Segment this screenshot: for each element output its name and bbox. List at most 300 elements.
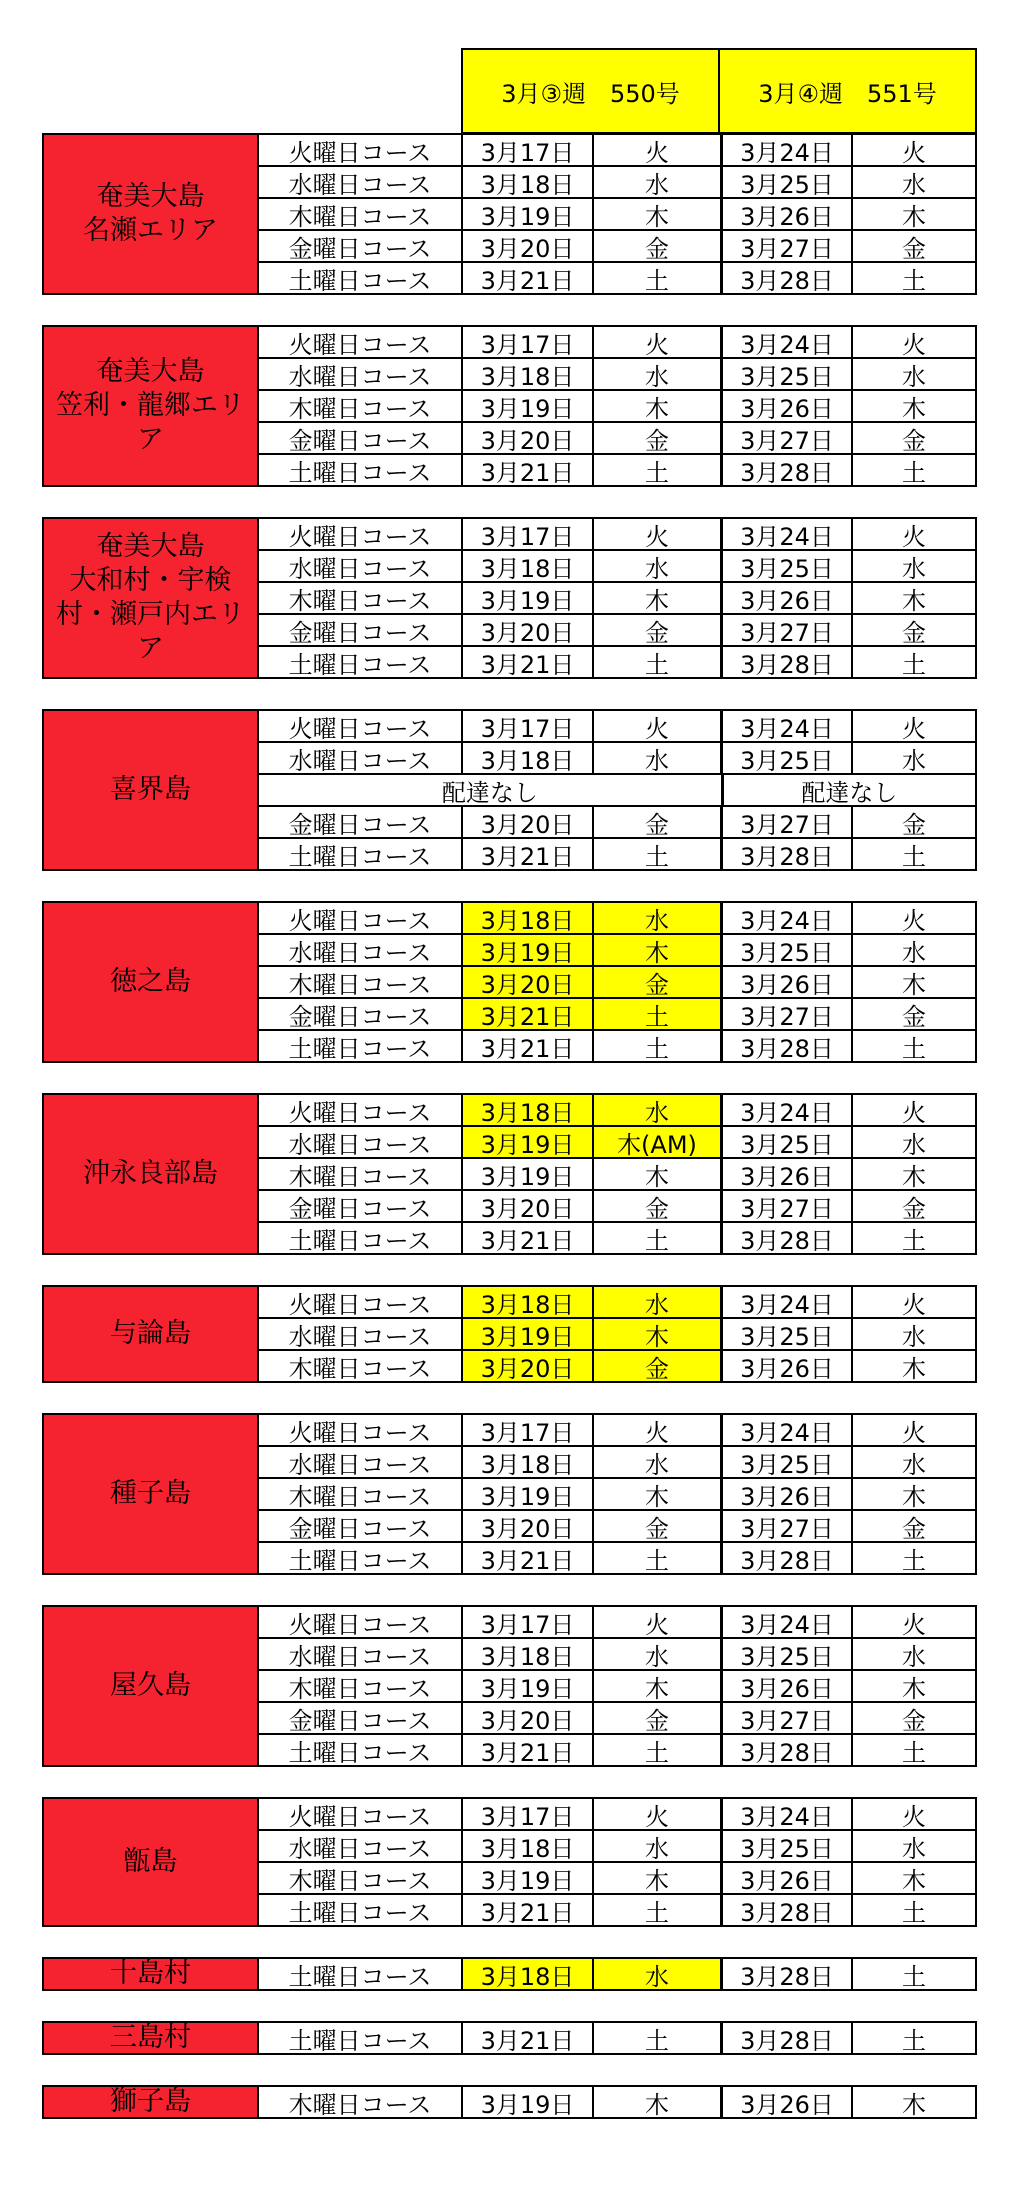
course-name: 火曜日コース bbox=[257, 711, 461, 741]
week2-date: 3月26日 bbox=[720, 1863, 851, 1893]
schedule-header bbox=[461, 48, 977, 134]
area-name: 奄美大島 名瀬エリア bbox=[42, 133, 259, 295]
table-row bbox=[257, 1735, 975, 1767]
week1-weekday: 木 bbox=[592, 391, 720, 421]
week1-weekday: 水 bbox=[592, 1831, 720, 1861]
course-rows bbox=[257, 1605, 977, 1767]
table-row bbox=[257, 2023, 975, 2055]
week1-weekday: 土 bbox=[592, 999, 720, 1029]
week2-date: 3月27日 bbox=[720, 231, 851, 261]
course-name: 水曜日コース bbox=[257, 935, 461, 965]
week2-date: 3月25日 bbox=[720, 1639, 851, 1669]
week2-weekday: 水 bbox=[851, 1831, 975, 1861]
week2-weekday: 火 bbox=[851, 1607, 975, 1637]
table-row bbox=[257, 1191, 975, 1223]
table-row bbox=[257, 1671, 975, 1703]
week2-date: 3月26日 bbox=[720, 391, 851, 421]
week1-weekday: 土 bbox=[592, 455, 720, 485]
course-name: 火曜日コース bbox=[257, 1415, 461, 1445]
course-name: 木曜日コース bbox=[257, 199, 461, 229]
area-name: 奄美大島 大和村・宇検 村・瀬戸内エリ ア bbox=[42, 517, 259, 679]
table-row bbox=[257, 551, 975, 583]
week1-date: 3月21日 bbox=[461, 263, 592, 293]
course-name: 木曜日コース bbox=[257, 391, 461, 421]
course-name: 土曜日コース bbox=[257, 263, 461, 293]
table-row bbox=[257, 391, 975, 423]
week2-weekday: 木 bbox=[851, 967, 975, 997]
week2-date: 3月26日 bbox=[720, 583, 851, 613]
table-row bbox=[257, 519, 975, 551]
week1-weekday: 水 bbox=[592, 1447, 720, 1477]
course-name: 火曜日コース bbox=[257, 519, 461, 549]
course-name: 水曜日コース bbox=[257, 1639, 461, 1669]
course-name: 土曜日コース bbox=[257, 1735, 461, 1765]
week1-weekday: 土 bbox=[592, 1031, 720, 1061]
week1-date: 3月20日 bbox=[461, 1703, 592, 1733]
course-name: 土曜日コース bbox=[257, 455, 461, 485]
week2-date: 3月25日 bbox=[720, 359, 851, 389]
course-name: 木曜日コース bbox=[257, 1351, 461, 1381]
week1-weekday: 金 bbox=[592, 231, 720, 261]
week2-weekday: 木 bbox=[851, 2087, 975, 2117]
week2-date: 3月28日 bbox=[720, 1895, 851, 1925]
table-row bbox=[257, 1511, 975, 1543]
table-row bbox=[257, 1479, 975, 1511]
week2-weekday: 木 bbox=[851, 1671, 975, 1701]
week2-date: 3月26日 bbox=[720, 1671, 851, 1701]
week2-date: 3月27日 bbox=[720, 999, 851, 1029]
table-row bbox=[257, 263, 975, 295]
week2-weekday: 水 bbox=[851, 743, 975, 773]
course-name: 火曜日コース bbox=[257, 1287, 461, 1317]
no-delivery-row bbox=[257, 775, 975, 807]
table-row bbox=[257, 1223, 975, 1255]
week1-weekday: 木 bbox=[592, 583, 720, 613]
week1-date: 3月18日 bbox=[461, 1447, 592, 1477]
week2-date: 3月24日 bbox=[720, 1287, 851, 1317]
week1-date: 3月18日 bbox=[461, 1959, 592, 1989]
table-row bbox=[257, 1415, 975, 1447]
week1-weekday: 土 bbox=[592, 263, 720, 293]
week2-weekday: 土 bbox=[851, 1959, 975, 1989]
week1-date: 3月20日 bbox=[461, 967, 592, 997]
week1-date: 3月17日 bbox=[461, 135, 592, 165]
area-group bbox=[42, 709, 977, 871]
week2-weekday: 木 bbox=[851, 1863, 975, 1893]
week2-date: 3月26日 bbox=[720, 1479, 851, 1509]
week2-weekday: 土 bbox=[851, 647, 975, 677]
course-name: 木曜日コース bbox=[257, 1671, 461, 1701]
week2-weekday: 水 bbox=[851, 1319, 975, 1349]
course-rows bbox=[257, 1797, 977, 1927]
week1-date: 3月19日 bbox=[461, 1671, 592, 1701]
area-name: 与論島 bbox=[42, 1285, 259, 1383]
week1-weekday: 火 bbox=[592, 327, 720, 357]
table-row bbox=[257, 615, 975, 647]
week2-weekday: 金 bbox=[851, 999, 975, 1029]
table-row bbox=[257, 1319, 975, 1351]
week1-date: 3月18日 bbox=[461, 1831, 592, 1861]
week1-weekday: 火 bbox=[592, 1415, 720, 1445]
week2-weekday: 土 bbox=[851, 2023, 975, 2053]
week2-weekday: 木 bbox=[851, 199, 975, 229]
week1-weekday: 土 bbox=[592, 1895, 720, 1925]
week2-date: 3月25日 bbox=[720, 1319, 851, 1349]
week1-weekday: 土 bbox=[592, 647, 720, 677]
course-name: 金曜日コース bbox=[257, 231, 461, 261]
week2-weekday: 火 bbox=[851, 1799, 975, 1829]
week2-weekday: 火 bbox=[851, 135, 975, 165]
week2-weekday: 金 bbox=[851, 423, 975, 453]
table-row bbox=[257, 1351, 975, 1383]
week1-weekday: 火 bbox=[592, 135, 720, 165]
week2-weekday: 木 bbox=[851, 1159, 975, 1189]
week1-weekday: 土 bbox=[592, 839, 720, 869]
week2-weekday: 土 bbox=[851, 1895, 975, 1925]
course-rows bbox=[257, 2085, 977, 2119]
table-row bbox=[257, 711, 975, 743]
course-rows bbox=[257, 517, 977, 679]
table-row bbox=[257, 999, 975, 1031]
week2-weekday: 土 bbox=[851, 1735, 975, 1765]
week1-weekday: 木 bbox=[592, 935, 720, 965]
week1-date: 3月17日 bbox=[461, 519, 592, 549]
week2-date: 3月28日 bbox=[720, 1223, 851, 1253]
area-name: 奄美大島 笠利・龍郷エリ ア bbox=[42, 325, 259, 487]
table-row bbox=[257, 1863, 975, 1895]
week2-date: 3月28日 bbox=[720, 647, 851, 677]
week2-weekday: 金 bbox=[851, 231, 975, 261]
week1-date: 3月18日 bbox=[461, 551, 592, 581]
week1-date: 3月19日 bbox=[461, 1863, 592, 1893]
area-group bbox=[42, 1285, 977, 1383]
week2-weekday: 火 bbox=[851, 519, 975, 549]
course-name: 金曜日コース bbox=[257, 1191, 461, 1221]
week2-date: 3月26日 bbox=[720, 2087, 851, 2117]
week1-date: 3月20日 bbox=[461, 807, 592, 837]
week2-weekday: 土 bbox=[851, 455, 975, 485]
table-row bbox=[257, 327, 975, 359]
week1-date: 3月17日 bbox=[461, 1799, 592, 1829]
course-name: 火曜日コース bbox=[257, 1607, 461, 1637]
week2-weekday: 火 bbox=[851, 711, 975, 741]
week2-weekday: 水 bbox=[851, 167, 975, 197]
week1-date: 3月21日 bbox=[461, 647, 592, 677]
area-group bbox=[42, 1957, 977, 1991]
course-name: 土曜日コース bbox=[257, 1959, 461, 1989]
week1-weekday: 火 bbox=[592, 1607, 720, 1637]
week2-date: 3月24日 bbox=[720, 1799, 851, 1829]
table-row bbox=[257, 1895, 975, 1927]
table-row bbox=[257, 1959, 975, 1991]
week2-date: 3月25日 bbox=[720, 1831, 851, 1861]
week2-date: 3月25日 bbox=[720, 1127, 851, 1157]
week1-weekday: 金 bbox=[592, 1511, 720, 1541]
week1-date: 3月18日 bbox=[461, 1095, 592, 1125]
week2-date: 3月27日 bbox=[720, 423, 851, 453]
area-name: 徳之島 bbox=[42, 901, 259, 1063]
week2-date: 3月26日 bbox=[720, 199, 851, 229]
week2-weekday: 木 bbox=[851, 1479, 975, 1509]
area-group bbox=[42, 1797, 977, 1927]
area-group bbox=[42, 2085, 977, 2119]
week1-date: 3月20日 bbox=[461, 423, 592, 453]
week2-date: 3月28日 bbox=[720, 263, 851, 293]
table-row bbox=[257, 167, 975, 199]
week1-weekday: 水 bbox=[592, 903, 720, 933]
course-name: 土曜日コース bbox=[257, 2023, 461, 2053]
area-name: 沖永良部島 bbox=[42, 1093, 259, 1255]
table-row bbox=[257, 935, 975, 967]
week2-date: 3月28日 bbox=[720, 1543, 851, 1573]
course-name: 金曜日コース bbox=[257, 1511, 461, 1541]
course-name: 金曜日コース bbox=[257, 615, 461, 645]
week-550-header: 3月③週 550号 bbox=[461, 48, 720, 134]
week2-date: 3月27日 bbox=[720, 615, 851, 645]
table-row bbox=[257, 359, 975, 391]
table-row bbox=[257, 1447, 975, 1479]
week1-weekday: 土 bbox=[592, 1223, 720, 1253]
course-name: 水曜日コース bbox=[257, 167, 461, 197]
week1-weekday: 水 bbox=[592, 1287, 720, 1317]
course-name: 木曜日コース bbox=[257, 967, 461, 997]
table-row bbox=[257, 1127, 975, 1159]
course-name: 土曜日コース bbox=[257, 1223, 461, 1253]
week2-weekday: 火 bbox=[851, 903, 975, 933]
week2-date: 3月24日 bbox=[720, 711, 851, 741]
week2-weekday: 土 bbox=[851, 1543, 975, 1573]
week1-weekday: 金 bbox=[592, 1351, 720, 1381]
week2-date: 3月24日 bbox=[720, 1607, 851, 1637]
week1-date: 3月19日 bbox=[461, 1159, 592, 1189]
area-name: 甑島 bbox=[42, 1797, 259, 1927]
area-name: 種子島 bbox=[42, 1413, 259, 1575]
course-name: 木曜日コース bbox=[257, 583, 461, 613]
week2-date: 3月28日 bbox=[720, 2023, 851, 2053]
week2-weekday: 水 bbox=[851, 1127, 975, 1157]
course-rows bbox=[257, 1413, 977, 1575]
week1-weekday: 木 bbox=[592, 1319, 720, 1349]
week2-weekday: 金 bbox=[851, 615, 975, 645]
week2-date: 3月28日 bbox=[720, 1959, 851, 1989]
week1-weekday: 木 bbox=[592, 2087, 720, 2117]
week2-weekday: 土 bbox=[851, 1031, 975, 1061]
week2-date: 3月24日 bbox=[720, 519, 851, 549]
week1-date: 3月19日 bbox=[461, 935, 592, 965]
course-name: 水曜日コース bbox=[257, 1831, 461, 1861]
week1-weekday: 金 bbox=[592, 1703, 720, 1733]
week1-date: 3月18日 bbox=[461, 167, 592, 197]
week1-date: 3月21日 bbox=[461, 2023, 592, 2053]
week1-date: 3月20日 bbox=[461, 1511, 592, 1541]
week1-weekday: 土 bbox=[592, 1543, 720, 1573]
area-group bbox=[42, 325, 977, 487]
week1-weekday: 水 bbox=[592, 359, 720, 389]
week1-date: 3月19日 bbox=[461, 583, 592, 613]
course-rows bbox=[257, 2021, 977, 2055]
table-row bbox=[257, 455, 975, 487]
course-rows bbox=[257, 133, 977, 295]
week1-date: 3月20日 bbox=[461, 615, 592, 645]
course-name: 水曜日コース bbox=[257, 1127, 461, 1157]
week1-date: 3月21日 bbox=[461, 1223, 592, 1253]
table-row bbox=[257, 423, 975, 455]
week2-date: 3月28日 bbox=[720, 1031, 851, 1061]
week2-weekday: 金 bbox=[851, 807, 975, 837]
week1-date: 3月19日 bbox=[461, 199, 592, 229]
week2-weekday: 水 bbox=[851, 359, 975, 389]
table-row bbox=[257, 967, 975, 999]
area-group bbox=[42, 2021, 977, 2055]
week2-weekday: 土 bbox=[851, 1223, 975, 1253]
table-row bbox=[257, 2087, 975, 2119]
week1-date: 3月20日 bbox=[461, 1351, 592, 1381]
week1-weekday: 水 bbox=[592, 1639, 720, 1669]
week1-weekday: 水 bbox=[592, 1095, 720, 1125]
course-name: 水曜日コース bbox=[257, 359, 461, 389]
table-row bbox=[257, 1543, 975, 1575]
week2-weekday: 金 bbox=[851, 1511, 975, 1541]
week1-weekday: 水 bbox=[592, 167, 720, 197]
week2-weekday: 火 bbox=[851, 327, 975, 357]
table-row bbox=[257, 583, 975, 615]
week1-weekday: 木(AM) bbox=[592, 1127, 720, 1157]
week2-weekday: 土 bbox=[851, 839, 975, 869]
no-delivery-week1: 配達なし bbox=[257, 775, 721, 805]
table-row bbox=[257, 199, 975, 231]
week1-date: 3月19日 bbox=[461, 391, 592, 421]
week2-weekday: 火 bbox=[851, 1095, 975, 1125]
week1-weekday: 木 bbox=[592, 1671, 720, 1701]
week2-date: 3月24日 bbox=[720, 1095, 851, 1125]
course-rows bbox=[257, 1093, 977, 1255]
week2-date: 3月28日 bbox=[720, 455, 851, 485]
week1-date: 3月17日 bbox=[461, 1415, 592, 1445]
table-row bbox=[257, 135, 975, 167]
week2-weekday: 火 bbox=[851, 1415, 975, 1445]
week2-date: 3月27日 bbox=[720, 1703, 851, 1733]
course-name: 水曜日コース bbox=[257, 743, 461, 773]
week1-date: 3月21日 bbox=[461, 455, 592, 485]
course-rows bbox=[257, 901, 977, 1063]
week1-date: 3月21日 bbox=[461, 999, 592, 1029]
area-group bbox=[42, 1413, 977, 1575]
week2-date: 3月28日 bbox=[720, 1735, 851, 1765]
week2-weekday: 金 bbox=[851, 1703, 975, 1733]
week1-weekday: 金 bbox=[592, 615, 720, 645]
course-name: 木曜日コース bbox=[257, 1479, 461, 1509]
table-row bbox=[257, 1703, 975, 1735]
area-group bbox=[42, 1605, 977, 1767]
week1-weekday: 土 bbox=[592, 1735, 720, 1765]
week2-date: 3月26日 bbox=[720, 1159, 851, 1189]
course-rows bbox=[257, 709, 977, 871]
week1-weekday: 水 bbox=[592, 743, 720, 773]
table-row bbox=[257, 1831, 975, 1863]
week1-date: 3月21日 bbox=[461, 1543, 592, 1573]
week2-date: 3月25日 bbox=[720, 743, 851, 773]
area-name: 屋久島 bbox=[42, 1605, 259, 1767]
course-name: 火曜日コース bbox=[257, 135, 461, 165]
week2-weekday: 土 bbox=[851, 263, 975, 293]
course-name: 土曜日コース bbox=[257, 1895, 461, 1925]
area-group bbox=[42, 133, 977, 295]
week2-date: 3月25日 bbox=[720, 551, 851, 581]
week1-weekday: 火 bbox=[592, 519, 720, 549]
week1-weekday: 木 bbox=[592, 199, 720, 229]
course-name: 土曜日コース bbox=[257, 1031, 461, 1061]
week1-date: 3月18日 bbox=[461, 1639, 592, 1669]
week1-weekday: 水 bbox=[592, 551, 720, 581]
week1-weekday: 金 bbox=[592, 807, 720, 837]
table-row bbox=[257, 1607, 975, 1639]
course-name: 水曜日コース bbox=[257, 1319, 461, 1349]
area-group bbox=[42, 517, 977, 679]
course-name: 土曜日コース bbox=[257, 647, 461, 677]
week1-date: 3月17日 bbox=[461, 1607, 592, 1637]
week1-date: 3月18日 bbox=[461, 359, 592, 389]
table-row bbox=[257, 1095, 975, 1127]
week1-date: 3月19日 bbox=[461, 2087, 592, 2117]
course-name: 水曜日コース bbox=[257, 1447, 461, 1477]
week-551-header: 3月④週 551号 bbox=[718, 48, 977, 134]
week2-weekday: 木 bbox=[851, 391, 975, 421]
week2-date: 3月26日 bbox=[720, 967, 851, 997]
week1-weekday: 金 bbox=[592, 423, 720, 453]
week1-date: 3月20日 bbox=[461, 1191, 592, 1221]
week2-weekday: 火 bbox=[851, 1287, 975, 1317]
week1-date: 3月21日 bbox=[461, 1031, 592, 1061]
table-row bbox=[257, 1031, 975, 1063]
week2-weekday: 水 bbox=[851, 1639, 975, 1669]
course-name: 木曜日コース bbox=[257, 1863, 461, 1893]
course-name: 金曜日コース bbox=[257, 999, 461, 1029]
week1-date: 3月21日 bbox=[461, 1735, 592, 1765]
course-name: 金曜日コース bbox=[257, 423, 461, 453]
week2-weekday: 水 bbox=[851, 551, 975, 581]
week2-date: 3月24日 bbox=[720, 1415, 851, 1445]
week2-weekday: 木 bbox=[851, 1351, 975, 1381]
table-row bbox=[257, 1639, 975, 1671]
course-name: 火曜日コース bbox=[257, 1095, 461, 1125]
week1-weekday: 金 bbox=[592, 967, 720, 997]
week2-date: 3月26日 bbox=[720, 1351, 851, 1381]
week1-date: 3月19日 bbox=[461, 1479, 592, 1509]
course-name: 土曜日コース bbox=[257, 1543, 461, 1573]
week1-weekday: 土 bbox=[592, 2023, 720, 2053]
course-name: 火曜日コース bbox=[257, 903, 461, 933]
week1-date: 3月17日 bbox=[461, 711, 592, 741]
table-row bbox=[257, 1287, 975, 1319]
week1-date: 3月18日 bbox=[461, 903, 592, 933]
week2-date: 3月27日 bbox=[720, 1191, 851, 1221]
course-rows bbox=[257, 1285, 977, 1383]
week2-weekday: 水 bbox=[851, 1447, 975, 1477]
week2-date: 3月25日 bbox=[720, 167, 851, 197]
week1-date: 3月18日 bbox=[461, 1287, 592, 1317]
area-name: 十島村 bbox=[42, 1957, 259, 1991]
week1-date: 3月20日 bbox=[461, 231, 592, 261]
week1-date: 3月21日 bbox=[461, 839, 592, 869]
week1-weekday: 木 bbox=[592, 1863, 720, 1893]
week1-date: 3月18日 bbox=[461, 743, 592, 773]
table-row bbox=[257, 743, 975, 775]
course-rows bbox=[257, 325, 977, 487]
course-name: 土曜日コース bbox=[257, 839, 461, 869]
table-row bbox=[257, 839, 975, 871]
table-row bbox=[257, 231, 975, 263]
course-name: 水曜日コース bbox=[257, 551, 461, 581]
